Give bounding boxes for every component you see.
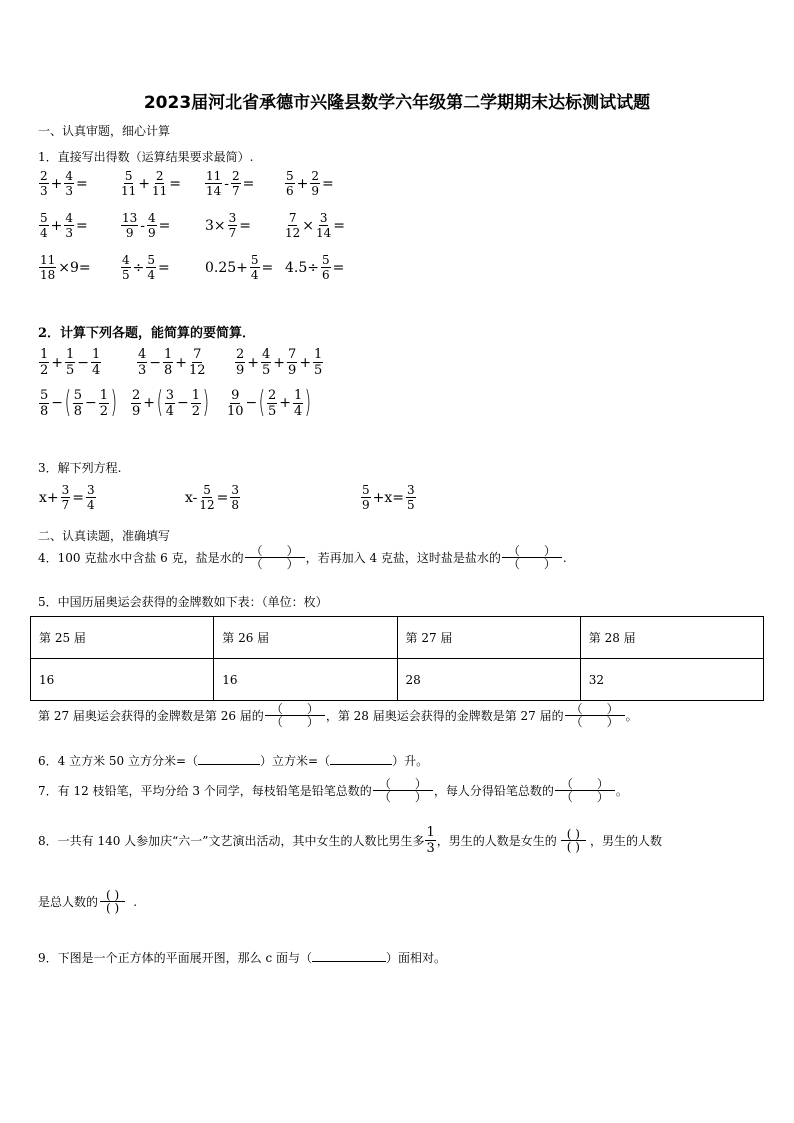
q1-expression [120,254,171,281]
table-header-cell: 第 27 届 [397,617,580,659]
math-text: − [85,395,97,411]
fraction: $\frac{9}{10}$ [227,387,244,419]
q1-expression [284,212,346,239]
q6-text-2: ）立方米=（ [260,754,331,768]
q9-text-2: ）面相对。 [386,951,447,965]
fraction: $\frac{5}{8}$ [40,387,49,419]
fraction: $\frac{11}{14}$ [206,169,222,198]
q5-blank-2[interactable]: $\frac{( )}{( )}$ [565,703,625,728]
right-paren: ) [110,385,118,420]
math-text: × [302,217,315,234]
section-heading-1: 一、认真审题，细心计算 [38,124,171,138]
fraction: $\frac{1}{4}$ [294,387,303,419]
math-text: = [216,489,229,506]
fraction: $\frac{1}{4}$ [92,347,101,378]
math-text: = [72,489,85,506]
q8-blank-1[interactable]: $\frac{( )}{( )}$ [561,828,586,853]
math-text: + [273,354,286,371]
q3-equation [38,484,97,511]
fraction: $\frac{5}{4}$ [147,253,156,282]
q4-text-2: ，若再加入 4 克盐，这时盐是盐水的 [305,551,501,565]
fraction: $\frac{4}{9}$ [148,211,156,240]
q1-expression [204,212,252,239]
fraction: $\frac{2}{9}$ [311,169,320,198]
fraction: $\frac{1}{8}$ [164,347,173,378]
math-text: + [247,354,260,371]
math-text: = [169,175,182,192]
q2-expression [136,348,207,377]
fraction: $\frac{3}{7}$ [228,211,237,240]
table-header-cell: 第 28 届 [580,617,763,659]
fraction: $\frac{2}{3}$ [40,169,48,198]
fraction: $\frac{5}{11}$ [121,169,137,198]
q5-text-1: 第 27 届奥运会获得的金牌数是第 26 届的 [38,709,264,723]
fraction: $\frac{13}{9}$ [122,211,138,240]
math-text: + [143,395,156,411]
fraction: $\frac{4}{5}$ [262,347,271,378]
math-text: 3× [205,217,226,234]
math-text: = [332,259,345,276]
q5-text-2: ，第 28 届奥运会获得的金牌数是第 27 届的 [325,709,564,723]
math-text: x+ [39,489,59,506]
math-text: + [296,175,309,192]
math-text: − [177,395,189,411]
q9-text-1: 9．下图是一个正方体的平面展开图，那么 c 面与（ [38,951,312,965]
math-text: − [245,395,258,411]
q1-expression [284,170,335,197]
q7-text-3: 。 [615,784,628,798]
fraction: $\frac{2}{5}$ [268,387,277,419]
fraction: $\frac{1}{2}$ [191,387,201,419]
math-text: - [224,175,230,192]
fraction: $\frac{1}{5}$ [314,347,323,378]
q4-text-3: . [562,550,567,565]
q2-expression [234,348,324,377]
math-text: = [76,217,88,234]
q8-text-4: 是总人数的 [38,895,99,909]
q6-text-1: 6．4 立方米 50 立方分米=（ [38,754,199,768]
q6-blank-2[interactable] [330,752,392,765]
q4-line [38,545,567,570]
fraction: $\frac{7}{12}$ [285,211,301,240]
math-text: = [158,217,171,234]
math-text: = [322,175,334,192]
q7-text-1: 7．有 12 枝铅笔，平均分给 3 个同学，每枝铅笔是铅笔总数的 [38,784,372,798]
right-paren: ) [202,385,210,420]
q6-text-3: ）升。 [392,754,429,768]
fraction: $\frac{1}{2}$ [99,387,109,419]
math-text: ÷ [132,259,145,276]
medal-table [30,616,764,701]
table-cell: 28 [397,659,580,701]
fraction: $\frac{2}{9}$ [132,387,141,419]
fraction: $\frac{5}{9}$ [362,483,370,512]
math-text: − [77,354,90,371]
fraction: $\frac{2}{9}$ [236,347,245,378]
q3-equation [360,484,417,511]
math-text: − [51,395,64,411]
left-paren: ( [258,385,266,420]
table-row [31,617,764,659]
fraction: $\frac{3}{7}$ [61,483,70,512]
math-text: = [239,217,252,234]
left-paren: ( [156,385,164,420]
q8-text-3: ，男生的人数 [589,834,662,848]
fraction: $\frac{4}{3}$ [138,347,147,378]
fraction: $\frac{5}{12}$ [199,483,215,512]
table-cell: 16 [31,659,214,701]
q6-blank-1[interactable] [198,752,260,765]
table-cell: 16 [214,659,397,701]
q4-blank-2[interactable]: $\frac{( )}{( )}$ [502,545,562,570]
math-text: = [261,259,274,276]
table-header-cell: 第 25 届 [31,617,214,659]
q7-blank-2[interactable]: $\frac{( )}{( )}$ [555,778,615,803]
q9-line [38,949,446,966]
math-text: + [299,354,312,371]
q8-text-5: . [133,894,138,909]
q1-expression [38,170,89,197]
right-paren: ) [304,385,312,420]
q7-blank-1[interactable]: $\frac{( )}{( )}$ [373,778,433,803]
q1-expression [204,170,255,197]
math-text: + [279,395,292,411]
q3-label: 3．解下列方程. [38,461,122,475]
fraction: $\frac{5}{6}$ [322,253,330,282]
math-text: + [175,354,188,371]
table-row [31,659,764,701]
q2-expression [226,385,312,420]
math-text: + [138,175,151,192]
q4-blank-1[interactable]: $\frac{( )}{( )}$ [245,545,305,570]
q9-blank[interactable] [312,949,386,962]
q6-line [38,752,428,769]
q5-text-3: 。 [625,709,638,723]
q1-expression [284,254,345,281]
math-text: = [333,217,346,234]
fraction: $\frac{2}{11}$ [152,169,168,198]
fraction: $\frac{3}{5}$ [407,483,415,512]
fraction: $\frac{5}{4}$ [40,211,48,240]
table-cell: 32 [580,659,763,701]
q1-expression [38,212,89,239]
fraction: $\frac{3}{8}$ [231,483,240,512]
q8-line-1 [38,826,662,855]
q2-label: 2．计算下列各题，能简算的要简算． [38,326,256,341]
fraction: $\frac{7}{9}$ [288,347,297,378]
fraction: $\frac{4}{3}$ [65,169,74,198]
q5-blank-1[interactable]: $\frac{( )}{( )}$ [265,703,325,728]
math-text: = [242,175,255,192]
q8-blank-2[interactable]: $\frac{( )}{( )}$ [100,889,125,914]
q8-text-1: 8．一共有 140 人参加庆“六一”文艺演出活动，其中女生的人数比男生多 [38,834,425,848]
math-text: - [140,217,146,234]
q7-line [38,778,628,803]
math-text: 4.5÷ [285,259,319,276]
left-paren: ( [64,385,72,420]
q8-line-2 [38,889,137,914]
fraction: $\frac{4}{3}$ [65,211,74,240]
fraction: $\frac{1}{2}$ [40,347,49,378]
math-text: = [158,259,170,276]
fraction: $\frac{4}{5}$ [122,253,130,282]
fraction: $\frac{5}{6}$ [286,169,294,198]
fraction: $\frac{2}{7}$ [232,169,240,198]
math-text: x- [185,489,198,506]
math-text: 0.25+ [205,259,248,276]
q8-text-2: ，男生的人数是女生的 [436,834,557,848]
q1-expression [204,254,274,281]
q4-text-1: 4．100 克盐水中含盐 6 克，盐是水的 [38,551,244,565]
fraction: $\frac{5}{8}$ [73,387,83,419]
fraction: $\frac{1}{5}$ [66,347,75,378]
q5-label: 5．中国历届奥运会获得的金牌数如下表：（单位：枚） [38,595,328,609]
table-header-cell: 第 26 届 [214,617,397,659]
fraction: $\frac{7}{12}$ [189,347,206,378]
q1-label: 1．直接写出得数（运算结果要求最简）. [38,150,254,164]
q2-expression [130,385,210,420]
math-text: + [51,354,64,371]
q1-expression [120,170,182,197]
math-text: = [76,175,88,192]
q1-expression [120,212,171,239]
q2-expression [38,385,118,420]
q8-fraction: $\frac{1}{3}$ [426,825,435,856]
q7-text-2: ，每人分得铅笔总数的 [433,784,554,798]
math-text: − [149,354,162,371]
fraction: $\frac{5}{4}$ [250,253,259,282]
math-text: ×9= [58,259,91,276]
fraction: $\frac{11}{18}$ [40,253,56,282]
fraction: $\frac{3}{4}$ [87,483,95,512]
fraction: $\frac{3}{4}$ [165,387,175,419]
math-text: + [50,175,63,192]
math-text: + [50,217,63,234]
q5-line [38,703,638,728]
q1-expression [38,254,92,281]
section-heading-2: 二、认真读题，准确填写 [38,529,171,543]
page-title: 2023届河北省承德市兴隆县数学六年级第二学期期末达标测试试题 [143,93,651,113]
q2-expression [38,348,102,377]
fraction: $\frac{3}{14}$ [316,211,332,240]
math-text: +x= [372,489,404,506]
q3-equation [184,484,241,511]
